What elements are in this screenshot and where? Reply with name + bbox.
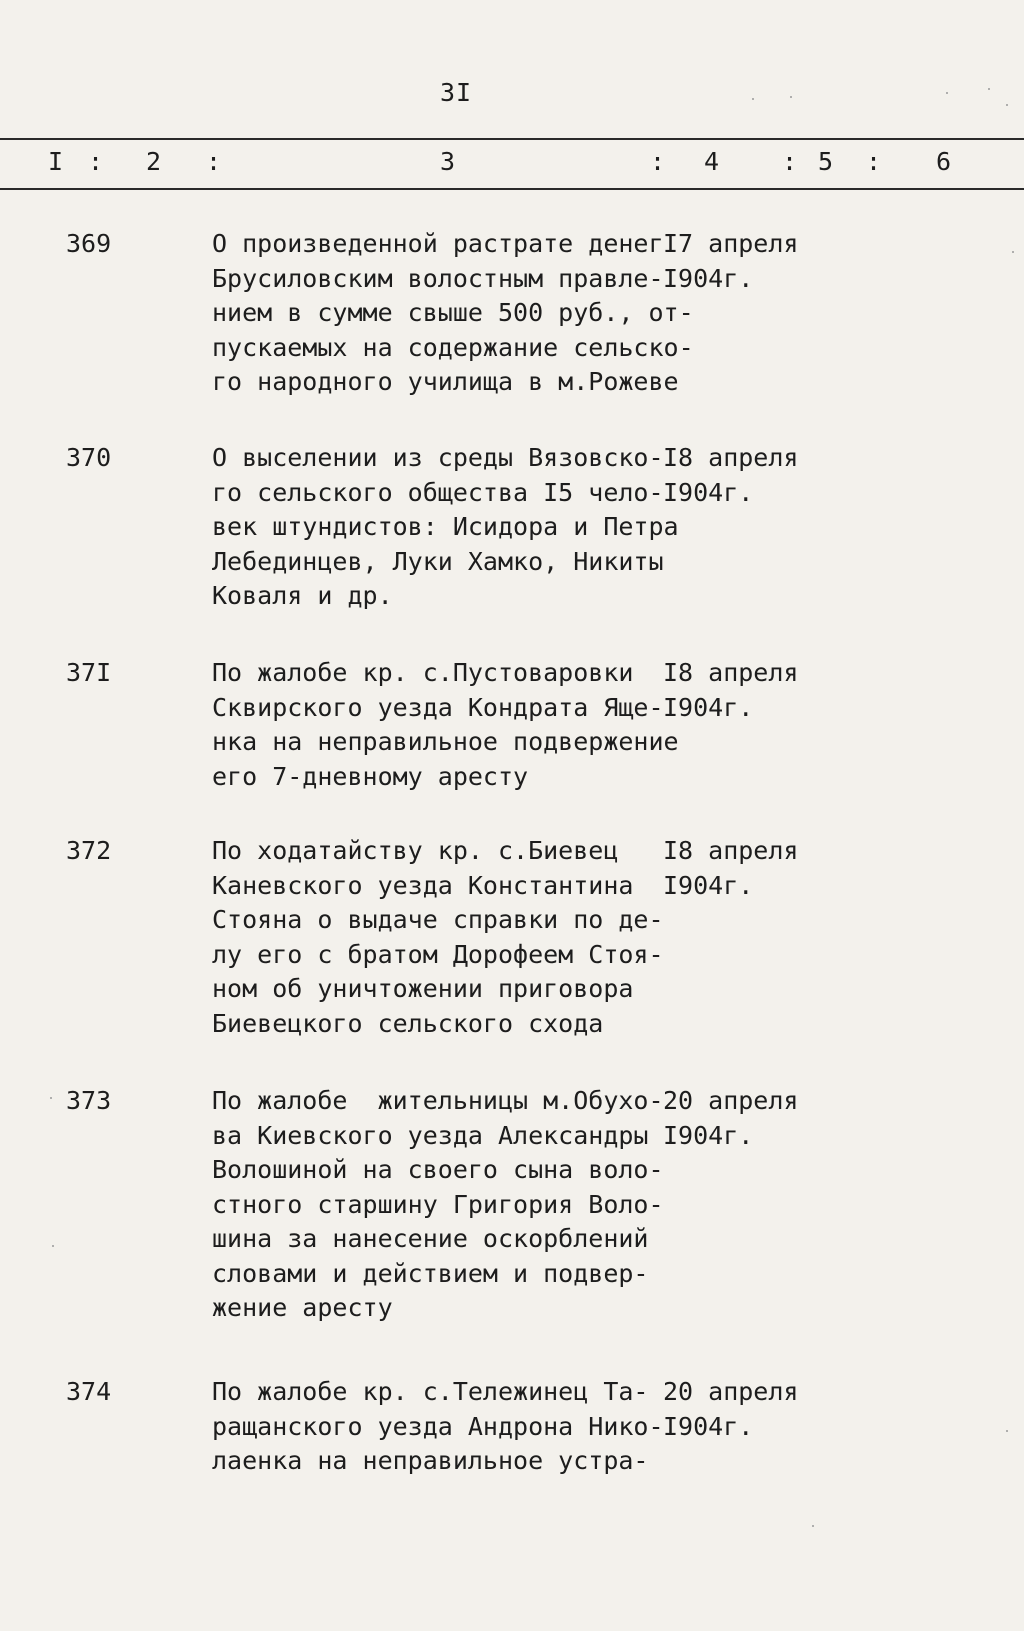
- column-header-3: 3: [440, 147, 456, 176]
- column-header-6: 6: [936, 147, 952, 176]
- header-rule-bottom: [0, 188, 1024, 190]
- entry-number: 373: [66, 1086, 112, 1115]
- paper-speck: [52, 1245, 54, 1247]
- entry-number: 372: [66, 836, 112, 865]
- paper-speck: [812, 1525, 814, 1527]
- entry-date: 20 апреля I904г.: [663, 1377, 799, 1441]
- paper-speck: [1012, 251, 1014, 253]
- entry-number: 369: [66, 229, 112, 258]
- entry-description: О произведенной растрате денег Брусиловским волостным правле- нием в сумме свыше 500 руб., от- пускаемых на содержание сельско- го народного училища в м.Рожеве: [212, 229, 694, 396]
- entry-date: I8 апреля I904г.: [663, 443, 799, 507]
- entry-date: I8 апреля I904г.: [663, 658, 799, 722]
- entry-description: По ходатайству кр. с.Биевец Каневского уезда Константина Стояна о выдаче справки по де- лу его с братом Дорофеем Стоя- ном об уничтожении приговора Биевецкого сельского схода: [212, 836, 664, 1038]
- entry-description: О выселении из среды Вязовско- го сельского общества I5 чело- век штундистов: Исидора и Петра Лебединцев, Луки Хамко, Никиты Коваля и др.: [212, 443, 679, 610]
- column-header-1: I: [48, 147, 64, 176]
- entry-description: По жалобе кр. с.Пустоваровки Сквирского уезда Кондрата Яще- нка на неправильное подвержение его 7-дневному аресту: [212, 658, 679, 791]
- entry-date: 20 апреля I904г.: [663, 1086, 799, 1150]
- column-header-4: 4: [704, 147, 720, 176]
- paper-speck: [50, 1097, 52, 1099]
- column-separator: :: [88, 147, 104, 176]
- column-separator: :: [206, 147, 222, 176]
- entry-number: 370: [66, 443, 112, 472]
- paper-speck: [1006, 104, 1008, 106]
- entry-number: 374: [66, 1377, 112, 1406]
- entry-date: I7 апреля I904г.: [663, 229, 799, 293]
- header-rule-top: [0, 138, 1024, 140]
- paper-speck: [1006, 1430, 1008, 1432]
- entry-number: 37I: [66, 658, 112, 687]
- column-header-2: 2: [146, 147, 162, 176]
- paper-speck: [790, 96, 792, 98]
- column-header-5: 5: [818, 147, 834, 176]
- paper-speck: [752, 98, 754, 100]
- column-separator: :: [650, 147, 666, 176]
- entry-date: I8 апреля I904г.: [663, 836, 799, 900]
- entry-description: По жалобе жительницы м.Обухо- ва Киевского уезда Александры Волошиной на своего сына воло- стного старшину Григория Воло- шина за нанесение оскорблений словами и действием и подвер- жение аресту: [212, 1086, 664, 1322]
- paper-speck: [946, 92, 948, 94]
- column-separator: :: [782, 147, 798, 176]
- page-number: 3I: [440, 78, 473, 107]
- column-separator: :: [866, 147, 882, 176]
- paper-speck: [988, 88, 990, 90]
- entry-description: По жалобе кр. с.Тележинец Та- ращанского уезда Андрона Нико- лаенка на неправильное устра-: [212, 1377, 664, 1475]
